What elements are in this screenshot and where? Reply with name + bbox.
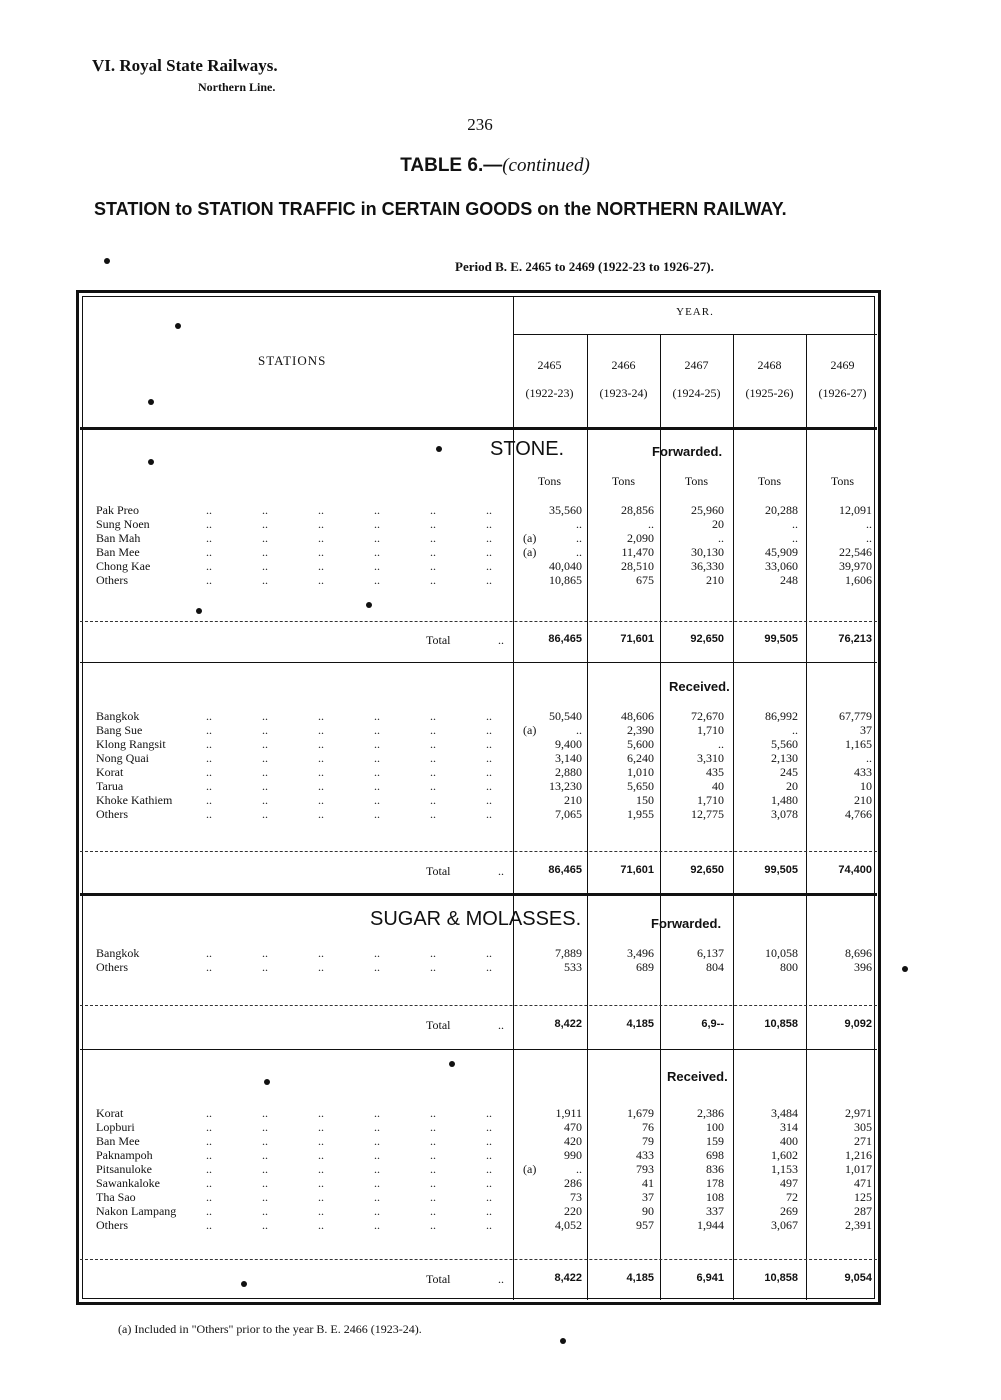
tons-cell: 13,230 (549, 779, 582, 793)
station-name: Others (96, 807, 128, 821)
stone-title: STONE. (490, 438, 565, 460)
station-name: Ban Mee (96, 545, 140, 559)
scan-speck (175, 323, 181, 329)
station-name: Others (96, 960, 128, 974)
tons-cell: 1,153 (771, 1162, 798, 1176)
tons-cell: 248 (780, 573, 798, 587)
tons-cell: 433 (636, 1148, 654, 1162)
tons-cell: 36,330 (691, 559, 724, 573)
leader-dots: .. .. .. .. .. .. (206, 573, 492, 587)
leader-dots: .. .. .. .. .. .. (206, 517, 492, 531)
station-name: Nakon Lampang (96, 1204, 177, 1218)
tons-cell: 3,310 (697, 751, 724, 765)
tons-cell: 470 (564, 1120, 582, 1134)
tons-cell: 269 (780, 1204, 798, 1218)
leader-dots: .. .. .. .. .. .. (206, 1106, 492, 1120)
tons-cell: 50,540 (549, 709, 582, 723)
year-be-label: 2468 (757, 358, 782, 372)
tons-cell: 245 (780, 765, 798, 779)
tons-cell: 12,775 (691, 807, 724, 821)
scan-speck (902, 966, 908, 972)
tons-cell: .. (576, 517, 582, 531)
tons-cell: 220 (564, 1204, 582, 1218)
tons-cell: 28,510 (621, 559, 654, 573)
tons-cell: 287 (854, 1204, 872, 1218)
units-label: Tons (757, 474, 782, 488)
tons-cell: 40 (712, 779, 724, 793)
station-name: Tarua (96, 779, 124, 793)
tons-cell: 10,865 (549, 573, 582, 587)
tons-cell: 7,065 (555, 807, 582, 821)
sugar-received-label: Received. (667, 1069, 728, 1084)
leader-dots: .. (498, 1272, 504, 1286)
year-be-label: 2467 (684, 358, 709, 372)
tons-cell: 159 (706, 1134, 724, 1148)
leader-dots: .. (498, 864, 504, 878)
tons-cell: 6,137 (697, 946, 724, 960)
year-ce-label: (1925-26) (745, 386, 794, 400)
tons-cell: 76 (642, 1120, 654, 1134)
leader-dots: .. .. .. .. .. .. (206, 503, 492, 517)
tons-cell: 150 (636, 793, 654, 807)
leader-dots: .. .. .. .. .. .. (206, 531, 492, 545)
tons-cell: 20,288 (765, 503, 798, 517)
page-number: 236 (467, 115, 493, 134)
tons-cell: 271 (854, 1134, 872, 1148)
tons-cell: .. (866, 517, 872, 531)
tons-cell: 3,140 (555, 751, 582, 765)
tons-cell: 35,560 (549, 503, 582, 517)
footnote-flag: (a) (523, 723, 537, 737)
leader-dots: .. .. .. .. .. .. (206, 1134, 492, 1148)
station-name: Tha Sao (96, 1190, 136, 1204)
scan-speck (264, 1079, 270, 1085)
tons-cell: 45,909 (765, 545, 798, 559)
tons-cell: .. (576, 723, 582, 737)
total-label: Total (426, 1018, 451, 1032)
scan-speck (449, 1061, 455, 1067)
tons-cell: 2,880 (555, 765, 582, 779)
total-cell: 8,422 (554, 1272, 582, 1284)
leader-dots: .. .. .. .. .. .. (206, 1218, 492, 1232)
tons-cell: 4,052 (555, 1218, 582, 1232)
tons-cell: 1,606 (845, 573, 872, 587)
station-name: Pitsanuloke (96, 1162, 152, 1176)
tons-cell: 22,546 (839, 545, 872, 559)
tons-cell: 210 (854, 793, 872, 807)
tons-cell: .. (792, 517, 798, 531)
table-subtitle: STATION to STATION TRAFFIC in CERTAIN GOODS on the NORTHERN RAILWAY. (94, 199, 787, 219)
total-cell: 9,092 (844, 1018, 872, 1030)
leader-dots: .. .. .. .. .. .. (206, 1148, 492, 1162)
tons-cell: 675 (636, 573, 654, 587)
total-cell: 10,858 (764, 1272, 798, 1284)
tons-cell: 37 (642, 1190, 654, 1204)
tons-cell: 689 (636, 960, 654, 974)
tons-cell: 108 (706, 1190, 724, 1204)
footnote-flag: (a) (523, 545, 537, 559)
tons-cell: 86,992 (765, 709, 798, 723)
stone-forwarded-label: Forwarded. (652, 444, 723, 459)
leader-dots: .. .. .. .. .. .. (206, 765, 492, 779)
station-name: Korat (96, 1106, 124, 1120)
leader-dots: .. .. .. .. .. .. (206, 946, 492, 960)
total-cell: 9,054 (844, 1272, 872, 1284)
tons-cell: 28,856 (621, 503, 654, 517)
tons-cell: 125 (854, 1190, 872, 1204)
station-name: Klong Rangsit (96, 737, 166, 751)
tons-cell: .. (718, 737, 724, 751)
tons-cell: 4,766 (845, 807, 872, 821)
station-name: Ban Mah (96, 531, 141, 545)
leader-dots: .. .. .. .. .. .. (206, 1120, 492, 1134)
tons-cell: 11,470 (621, 545, 654, 559)
total-cell: 10,858 (764, 1018, 798, 1030)
tons-cell: 1,944 (697, 1218, 724, 1232)
total-cell: 8,422 (554, 1018, 582, 1030)
total-cell: 92,650 (690, 864, 724, 876)
year-ce-label: (1923-24) (599, 386, 648, 400)
tons-cell: 793 (636, 1162, 654, 1176)
tons-cell: .. (576, 1162, 582, 1176)
tons-cell: 1,679 (627, 1106, 654, 1120)
tons-cell: 72 (786, 1190, 798, 1204)
leader-dots: .. .. .. .. .. .. (206, 559, 492, 573)
leader-dots: .. .. .. .. .. .. (206, 1176, 492, 1190)
tons-cell: 471 (854, 1176, 872, 1190)
tons-cell: 2,971 (845, 1106, 872, 1120)
tons-cell: 1,017 (845, 1162, 872, 1176)
tons-cell: 6,240 (627, 751, 654, 765)
sugar-received-total (96, 1272, 886, 1286)
tons-cell: 1,010 (627, 765, 654, 779)
tons-cell: .. (576, 545, 582, 559)
leader-dots: .. .. .. .. .. .. (206, 793, 492, 807)
leader-dots: .. (498, 1018, 504, 1032)
tons-cell: 5,600 (627, 737, 654, 751)
leader-dots: .. .. .. .. .. .. (206, 960, 492, 974)
station-name: Lopburi (96, 1120, 135, 1134)
tons-cell: 37 (860, 723, 872, 737)
year-be-label: 2469 (830, 358, 855, 372)
total-cell: 71,601 (620, 633, 654, 645)
footnote: (a) Included in "Others" prior to the year B. E. 2466 (1923-24). (118, 1322, 422, 1336)
tons-cell: 9,400 (555, 737, 582, 751)
tons-cell: 72,670 (691, 709, 724, 723)
tons-cell: .. (718, 531, 724, 545)
leader-dots: .. .. .. .. .. .. (206, 723, 492, 737)
total-cell: 86,465 (548, 633, 582, 645)
units-label: Tons (830, 474, 855, 488)
total-cell: 86,465 (548, 864, 582, 876)
tons-cell: 41 (642, 1176, 654, 1190)
tons-cell: 20 (786, 779, 798, 793)
leader-dots: .. .. .. .. .. .. (206, 737, 492, 751)
year-ce-label: (1926-27) (818, 386, 867, 400)
tons-cell: 5,650 (627, 779, 654, 793)
stone-received-label: Received. (669, 679, 730, 694)
tons-cell: 67,779 (839, 709, 872, 723)
tons-cell: 48,606 (621, 709, 654, 723)
tons-cell: 30,130 (691, 545, 724, 559)
tons-cell: 10,058 (765, 946, 798, 960)
tons-cell: 1,602 (771, 1148, 798, 1162)
table-title: TABLE 6.—(continued) (400, 155, 590, 176)
year-ce-label: (1924-25) (672, 386, 721, 400)
total-cell: 6,9-- (701, 1018, 724, 1030)
station-name: Others (96, 573, 128, 587)
tons-cell: 3,067 (771, 1218, 798, 1232)
tons-cell: 533 (564, 960, 582, 974)
station-name: Chong Kae (96, 559, 151, 573)
total-cell: 4,185 (626, 1018, 654, 1030)
scan-speck (148, 459, 154, 465)
total-cell: 6,941 (696, 1272, 724, 1284)
stone-forwarded-total (96, 633, 886, 647)
total-label: Total (426, 633, 451, 647)
stone-received-total (96, 864, 886, 878)
tons-cell: 400 (780, 1134, 798, 1148)
units-label: Tons (537, 474, 562, 488)
tons-cell: .. (792, 723, 798, 737)
sugar-forwarded-total (96, 1018, 886, 1032)
tons-cell: 1,710 (697, 723, 724, 737)
tons-cell: 2,391 (845, 1218, 872, 1232)
footnote-flag: (a) (523, 1162, 537, 1176)
station-name: Ban Mee (96, 1134, 140, 1148)
total-cell: 76,213 (838, 633, 872, 645)
tons-cell: 2,130 (771, 751, 798, 765)
total-label: Total (426, 1272, 451, 1286)
tons-cell: 79 (642, 1134, 654, 1148)
scan-speck (560, 1338, 566, 1344)
total-cell: 92,650 (690, 633, 724, 645)
tons-cell: 100 (706, 1120, 724, 1134)
tons-cell: 957 (636, 1218, 654, 1232)
total-cell: 99,505 (764, 633, 798, 645)
section-heading: VI. Royal State Railways. (92, 56, 278, 75)
year-ce-label: (1922-23) (525, 386, 574, 400)
tons-cell: 497 (780, 1176, 798, 1190)
tons-cell: 305 (854, 1120, 872, 1134)
tons-cell: 420 (564, 1134, 582, 1148)
scan-speck (436, 446, 442, 452)
tons-cell: 178 (706, 1176, 724, 1190)
tons-cell: .. (866, 531, 872, 545)
station-name: Others (96, 1218, 128, 1232)
tons-cell: 3,078 (771, 807, 798, 821)
tons-cell: 2,090 (627, 531, 654, 545)
station-name: Bangkok (96, 709, 140, 723)
tons-cell: 1,216 (845, 1148, 872, 1162)
station-name: Sawankaloke (96, 1176, 160, 1190)
tons-cell: 3,484 (771, 1106, 798, 1120)
total-label: Total (426, 864, 451, 878)
units-label: Tons (611, 474, 636, 488)
station-name: Paknampoh (96, 1148, 153, 1162)
tons-cell: 210 (564, 793, 582, 807)
leader-dots: .. .. .. .. .. .. (206, 807, 492, 821)
tons-cell: .. (576, 531, 582, 545)
tons-cell: 3,496 (627, 946, 654, 960)
scan-speck (241, 1281, 247, 1287)
tons-cell: 10 (860, 779, 872, 793)
tons-cell: .. (648, 517, 654, 531)
leader-dots: .. .. .. .. .. .. (206, 1190, 492, 1204)
tons-cell: 25,960 (691, 503, 724, 517)
year-header: YEAR. (676, 306, 714, 318)
tons-cell: 836 (706, 1162, 724, 1176)
tons-cell: 39,970 (839, 559, 872, 573)
leader-dots: .. .. .. .. .. .. (206, 1162, 492, 1176)
station-name: Sung Noen (96, 517, 150, 531)
tons-cell: 33,060 (765, 559, 798, 573)
leader-dots: .. .. .. .. .. .. (206, 545, 492, 559)
station-name: Korat (96, 765, 124, 779)
tons-cell: 7,889 (555, 946, 582, 960)
period-label: Period B. E. 2465 to 2469 (1922-23 to 1926-27). (455, 259, 714, 274)
tons-cell: 337 (706, 1204, 724, 1218)
station-name: Khoke Kathiem (96, 793, 173, 807)
leader-dots: .. .. .. .. .. .. (206, 1204, 492, 1218)
leader-dots: .. .. .. .. .. .. (206, 751, 492, 765)
total-cell: 74,400 (838, 864, 872, 876)
units-label: Tons (684, 474, 709, 488)
tons-cell: 990 (564, 1148, 582, 1162)
tons-cell: 800 (780, 960, 798, 974)
scan-speck (148, 399, 154, 405)
footnote-flag: (a) (523, 531, 537, 545)
stations-header: STATIONS (258, 353, 327, 368)
tons-cell: 804 (706, 960, 724, 974)
station-name: Pak Preo (96, 503, 139, 517)
scan-speck (104, 258, 110, 264)
tons-cell: 1,165 (845, 737, 872, 751)
tons-cell: .. (792, 531, 798, 545)
tons-cell: 40,040 (549, 559, 582, 573)
tons-cell: 1,955 (627, 807, 654, 821)
tons-cell: 1,710 (697, 793, 724, 807)
tons-cell: 210 (706, 573, 724, 587)
tons-cell: 1,480 (771, 793, 798, 807)
tons-cell: 435 (706, 765, 724, 779)
tons-cell: .. (866, 751, 872, 765)
leader-dots: .. .. .. .. .. .. (206, 709, 492, 723)
tons-cell: 2,390 (627, 723, 654, 737)
year-be-label: 2466 (611, 358, 636, 372)
tons-cell: 433 (854, 765, 872, 779)
tons-cell: 20 (712, 517, 724, 531)
station-name: Bang Sue (96, 723, 143, 737)
total-cell: 4,185 (626, 1272, 654, 1284)
total-cell: 71,601 (620, 864, 654, 876)
tons-cell: 698 (706, 1148, 724, 1162)
leader-dots: .. (498, 633, 504, 647)
tons-cell: 73 (570, 1190, 582, 1204)
scan-speck (196, 608, 202, 614)
tons-cell: 1,911 (555, 1106, 582, 1120)
scan-speck (366, 602, 372, 608)
tons-cell: 12,091 (839, 503, 872, 517)
leader-dots: .. .. .. .. .. .. (206, 779, 492, 793)
station-name: Bangkok (96, 946, 140, 960)
tons-cell: 2,386 (697, 1106, 724, 1120)
tons-cell: 5,560 (771, 737, 798, 751)
tons-cell: 314 (780, 1120, 798, 1134)
total-cell: 99,505 (764, 864, 798, 876)
year-be-label: 2465 (537, 358, 562, 372)
tons-cell: 396 (854, 960, 872, 974)
sugar-title: SUGAR & MOLASSES. (370, 908, 582, 930)
line-heading: Northern Line. (198, 80, 276, 94)
tons-cell: 286 (564, 1176, 582, 1190)
tons-cell: 90 (642, 1204, 654, 1218)
station-name: Nong Quai (96, 751, 149, 765)
sugar-forwarded-label: Forwarded. (651, 916, 722, 931)
tons-cell: 8,696 (845, 946, 872, 960)
